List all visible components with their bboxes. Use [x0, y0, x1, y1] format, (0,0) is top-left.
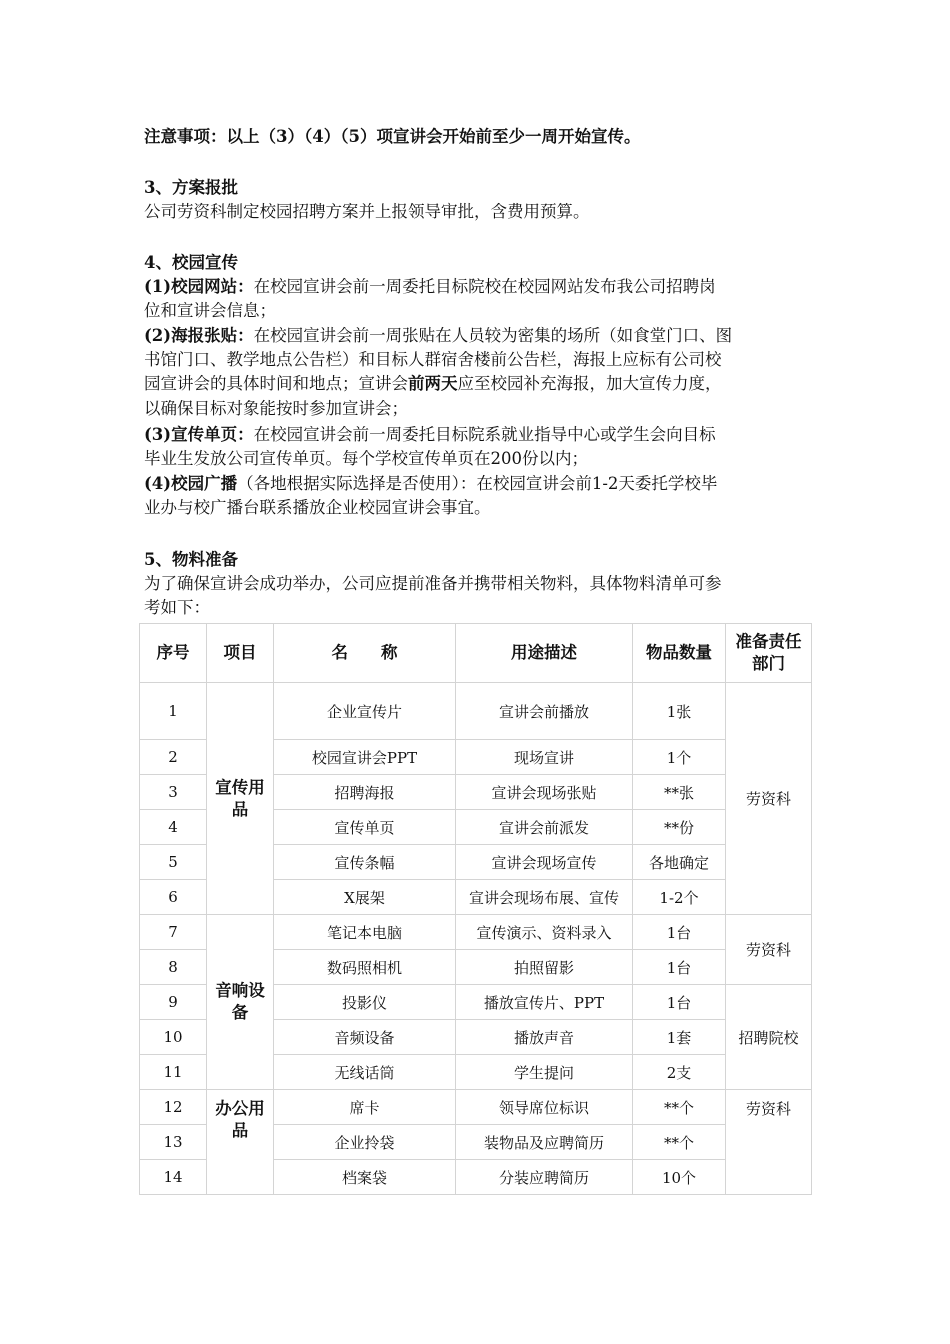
section-3-body: 公司劳资科制定校园招聘方案并上报领导审批，含费用预算。 [144, 202, 590, 221]
cell-name: 企业宣传片 [274, 683, 456, 740]
cell-name: 宣传单页 [274, 810, 456, 845]
cell-no: 8 [140, 950, 207, 985]
cell-use: 宣讲会前派发 [456, 810, 633, 845]
cell-qty: 1套 [633, 1020, 726, 1055]
table-row [140, 683, 812, 740]
category-promo-line2: 品 [231, 799, 249, 819]
s4-item-4 [144, 473, 717, 495]
s4-item-2-cont-2b: 应至校园补充海报，加大宣传力度， [457, 374, 722, 393]
cell-use: 宣讲会现场张贴 [456, 775, 633, 810]
cell-use: 现场宣讲 [456, 740, 633, 775]
cell-qty: 1个 [633, 740, 726, 775]
cell-qty: 1台 [633, 985, 726, 1020]
category-office [207, 1090, 274, 1195]
cell-use: 宣传演示、资料录入 [456, 915, 633, 950]
s4-item-2-cont-3: 以确保目标对象能按时参加宣讲会； [144, 399, 408, 418]
cell-qty: **个 [633, 1125, 726, 1160]
s4-item-1-label: (1)校园网站： [144, 277, 254, 296]
cell-use: 学生提问 [456, 1055, 633, 1090]
cell-name: 档案袋 [274, 1160, 456, 1195]
cell-name: 数码照相机 [274, 950, 456, 985]
s4-item-3-cont: 毕业生发放公司宣传单页。每个学校宣传单页在200份以内； [144, 449, 588, 468]
s4-item-2-text: 在校园宣讲会前一周张贴在人员较为密集的场所（如食堂门口、图 [253, 326, 733, 345]
s4-item-4-text: （各地根据实际选择是否使用）：在校园宣讲会前1-2天委托学校毕 [237, 474, 718, 493]
cell-use: 播放声音 [456, 1020, 633, 1055]
category-audio-line2: 备 [231, 1003, 249, 1022]
cell-no: 4 [140, 810, 207, 845]
cell-no: 7 [140, 915, 207, 950]
table-row [140, 1090, 812, 1125]
materials-table [139, 623, 812, 1195]
section-5-body-2: 考如下： [144, 598, 210, 617]
s4-item-3-text: 在校园宣讲会前一周委托目标院系就业指导中心或学生会向目标 [253, 425, 716, 444]
s4-item-3-label: (3)宣传单页： [144, 425, 254, 444]
s4-item-1 [144, 276, 716, 298]
cell-name: X展架 [274, 880, 456, 915]
category-office-line2: 品 [231, 1121, 249, 1140]
section-5-heading: 5、物料准备 [144, 550, 238, 569]
s4-item-3 [144, 424, 716, 446]
section-5-body-1: 为了确保宣讲会成功举办，公司应提前准备并携带相关物料，具体物料清单可参 [144, 574, 722, 593]
header-dept-line1: 准备责任 [735, 632, 802, 651]
cell-name: 席卡 [274, 1090, 456, 1125]
cell-qty: 1张 [633, 683, 726, 740]
cell-use: 装物品及应聘简历 [456, 1125, 633, 1160]
cell-no: 6 [140, 880, 207, 915]
category-promo-line1: 宣传用 [215, 777, 265, 797]
s4-item-1-cont: 位和宣讲会信息； [144, 301, 276, 320]
cell-name: 企业拎袋 [274, 1125, 456, 1160]
cell-name: 招聘海报 [274, 775, 456, 810]
cell-no: 12 [140, 1090, 207, 1125]
header-category: 项目 [207, 624, 274, 683]
cell-no: 9 [140, 985, 207, 1020]
s4-item-2-emphasis: 前两天 [408, 374, 458, 393]
cell-no: 1 [140, 683, 207, 740]
cell-name: 无线话筒 [274, 1055, 456, 1090]
header-no: 序号 [140, 624, 207, 683]
table-header-row [140, 624, 812, 683]
cell-qty: 各地确定 [633, 845, 726, 880]
cell-no: 11 [140, 1055, 207, 1090]
category-office-line1: 办公用 [215, 1099, 265, 1118]
cell-qty: **份 [633, 810, 726, 845]
s4-item-4-cont: 业办与校广播台联系播放企业校园宣讲会事宜。 [144, 498, 491, 517]
cell-name: 宣传条幅 [274, 845, 456, 880]
category-promo [207, 683, 274, 915]
cell-no: 2 [140, 740, 207, 775]
header-dept [726, 624, 812, 683]
cell-qty: 1台 [633, 915, 726, 950]
cell-name: 笔记本电脑 [274, 915, 456, 950]
cell-qty: **个 [633, 1090, 726, 1125]
cell-no: 5 [140, 845, 207, 880]
dept-cell-2: 劳资科 [726, 915, 812, 985]
cell-name: 音频设备 [274, 1020, 456, 1055]
cell-qty: 1台 [633, 950, 726, 985]
cell-qty: 10个 [633, 1160, 726, 1195]
cell-use: 播放宣传片、PPT [456, 985, 633, 1020]
section-4-heading: 4、校园宣传 [144, 253, 238, 272]
s4-item-1-text: 在校园宣讲会前一周委托目标院校在校园网站发布我公司招聘岗 [253, 277, 716, 296]
cell-no: 14 [140, 1160, 207, 1195]
s4-item-2 [144, 325, 732, 347]
cell-name: 校园宣讲会PPT [274, 740, 456, 775]
cell-use: 宣讲会现场宣传 [456, 845, 633, 880]
s4-item-2-cont-2a: 园宣讲会的具体时间和地点；宣讲会 [144, 374, 408, 393]
category-audio-line1: 音响设 [215, 981, 265, 1000]
s4-item-2-cont-2 [144, 373, 722, 395]
dept-cell-3: 招聘院校 [726, 985, 812, 1090]
header-dept-line2: 部门 [752, 654, 785, 673]
s4-item-2-label: (2)海报张贴： [144, 326, 254, 345]
cell-qty: **张 [633, 775, 726, 810]
cell-use: 宣讲会前播放 [456, 683, 633, 740]
cell-no: 13 [140, 1125, 207, 1160]
cell-use: 领导席位标识 [456, 1090, 633, 1125]
cell-use: 分装应聘简历 [456, 1160, 633, 1195]
header-qty: 物品数量 [633, 624, 726, 683]
dept-cell-4: 劳资科 [726, 1090, 812, 1195]
cell-use: 宣讲会现场布展、宣传 [456, 880, 633, 915]
cell-qty: 2支 [633, 1055, 726, 1090]
notice-text: 注意事项：以上（3）（4）（5）项宣讲会开始前至少一周开始宣传。 [144, 127, 641, 146]
cell-no: 3 [140, 775, 207, 810]
s4-item-4-label: (4)校园广播 [144, 474, 238, 493]
cell-qty: 1-2个 [633, 880, 726, 915]
cell-name: 投影仪 [274, 985, 456, 1020]
dept-cell-1: 劳资科 [726, 683, 812, 915]
section-3-heading: 3、方案报批 [144, 178, 238, 197]
cell-no: 10 [140, 1020, 207, 1055]
category-audio [207, 915, 274, 1090]
table-row [140, 915, 812, 950]
header-name: 名 称 [274, 624, 456, 683]
header-use: 用途描述 [456, 624, 633, 683]
s4-item-2-cont-1: 书馆门口、教学地点公告栏）和目标人群宿舍楼前公告栏，海报上应标有公司校 [144, 350, 722, 369]
cell-use: 拍照留影 [456, 950, 633, 985]
